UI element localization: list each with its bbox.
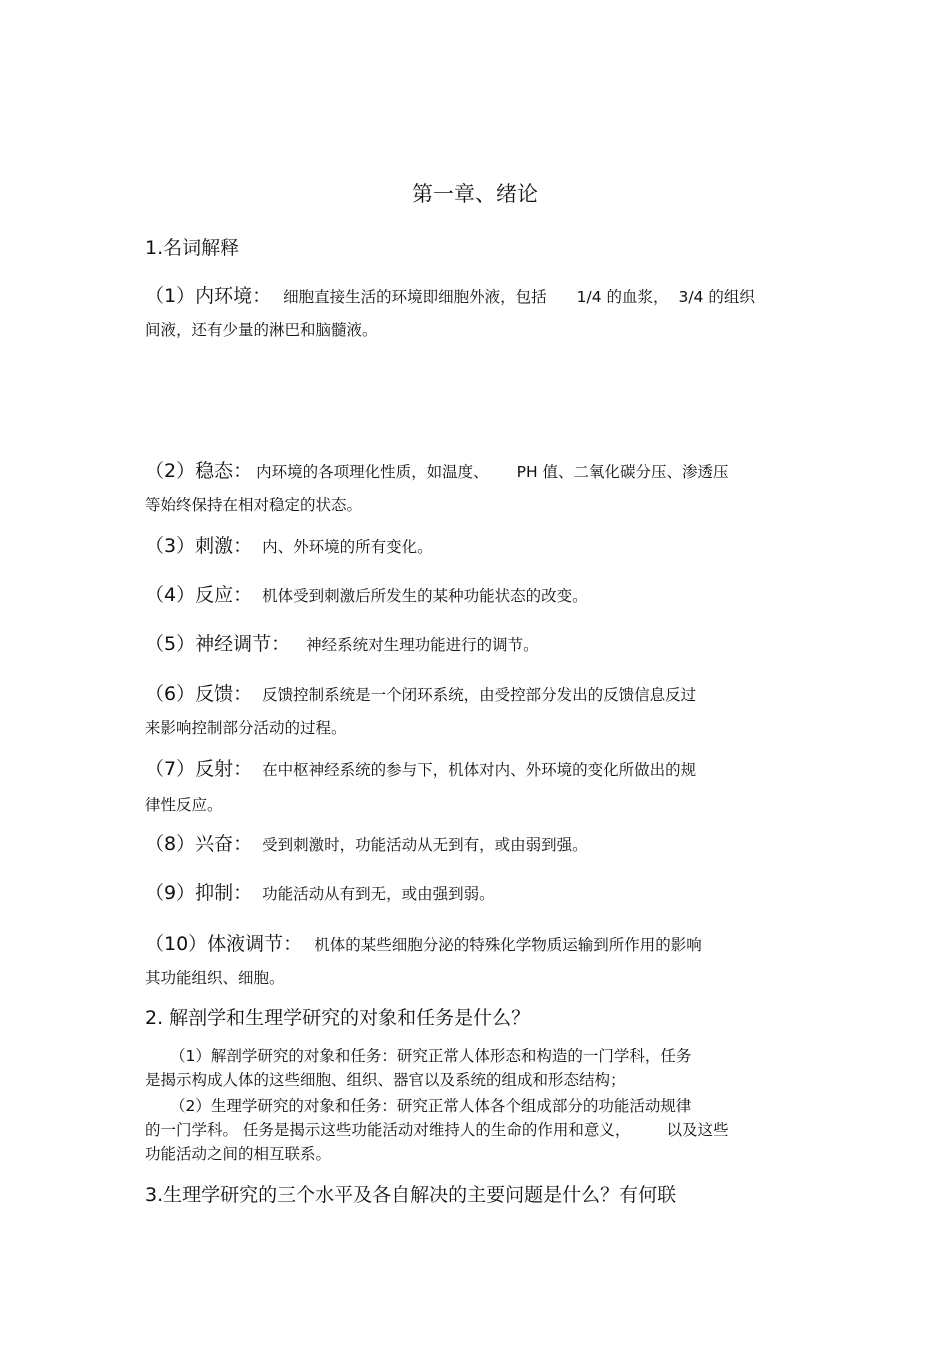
- definition-3: [145, 531, 433, 558]
- term-label: （8）兴奋：: [145, 833, 253, 855]
- paragraph-text: 以及这些: [666, 1121, 729, 1139]
- definition-4: [145, 580, 588, 607]
- definition-2-cont: 等始终保持在相对稳定的状态。: [145, 496, 363, 514]
- term-label: （3）刺激：: [145, 535, 253, 557]
- section2-p2-line2: [145, 1118, 728, 1140]
- definition-text: 1/4 的血浆，: [576, 288, 669, 306]
- definition-text: 神经系统对生理功能进行的调节。: [306, 636, 539, 654]
- term-label: （1）内环境：: [145, 285, 272, 307]
- definition-8: [145, 829, 588, 856]
- definition-text: 反馈控制系统是一个闭环系统，由受控部分发出的反馈信息反过: [262, 686, 697, 704]
- definition-1: [145, 281, 755, 308]
- term-label: （2）稳态：: [145, 460, 253, 482]
- section2-p1-line2: 是揭示构成人体的这些细胞、组织、器官以及系统的组成和形态结构；: [145, 1071, 626, 1089]
- section2-heading: 2. 解剖学和生理学研究的对象和任务是什么？: [145, 1007, 531, 1029]
- definition-text: 3/4 的组织: [678, 288, 755, 306]
- section2-p2-line1: （2）生理学研究的对象和任务：研究正常人体各个组成部分的功能活动规律: [170, 1097, 692, 1115]
- definition-text: 在中枢神经系统的参与下，机体对内、外环境的变化所做出的规: [262, 761, 697, 779]
- section2-p2-line3: 功能活动之间的相互联系。: [145, 1145, 332, 1163]
- definition-6-cont: 来影响控制部分活动的过程。: [145, 719, 347, 737]
- definition-7: [145, 754, 696, 781]
- term-label: （6）反馈：: [145, 683, 253, 705]
- definition-2: [145, 456, 729, 483]
- definition-6: [145, 679, 696, 706]
- term-label: （5）神经调节：: [145, 633, 291, 655]
- term-label: （7）反射：: [145, 758, 253, 780]
- definition-text: 机体受到刺激后所发生的某种功能状态的改变。: [262, 587, 588, 605]
- definition-text: 细胞直接生活的环境即细胞外液，包括: [283, 288, 547, 306]
- definition-text: 受到刺激时，功能活动从无到有，或由弱到强。: [262, 836, 588, 854]
- definition-text: 内环境的各项理化性质，如温度、: [256, 463, 489, 481]
- definition-10: [145, 929, 702, 956]
- definition-text: 机体的某些细胞分泌的特殊化学物质运输到所作用的影响: [314, 936, 702, 954]
- definition-5: [145, 629, 539, 656]
- definition-text: PH 值、二氧化碳分压、渗透压: [516, 463, 729, 481]
- section2-p1-line1: （1）解剖学研究的对象和任务：研究正常人体形态和构造的一门学科，任务: [170, 1047, 692, 1065]
- term-label: （10）体液调节：: [145, 933, 303, 955]
- definition-text: 内、外环境的所有变化。: [262, 538, 433, 556]
- definition-7-cont: 律性反应。: [145, 796, 223, 814]
- chapter-title: 第一章、绪论: [412, 182, 538, 206]
- term-label: （4）反应：: [145, 584, 253, 606]
- term-label: （9）抑制：: [145, 882, 253, 904]
- paragraph-text: 的一门学科。 任务是揭示这些功能活动对维持人的生命的作用和意义，: [145, 1121, 631, 1139]
- section3-heading: 3.生理学研究的三个水平及各自解决的主要问题是什么？有何联: [145, 1184, 677, 1206]
- definition-9: [145, 878, 495, 905]
- definition-10-cont: 其功能组织、细胞。: [145, 969, 285, 987]
- section1-heading: 1.名词解释: [145, 237, 240, 259]
- definition-1-cont: 间液，还有少量的淋巴和脑髓液。: [145, 321, 378, 339]
- definition-text: 功能活动从有到无，或由强到弱。: [262, 885, 495, 903]
